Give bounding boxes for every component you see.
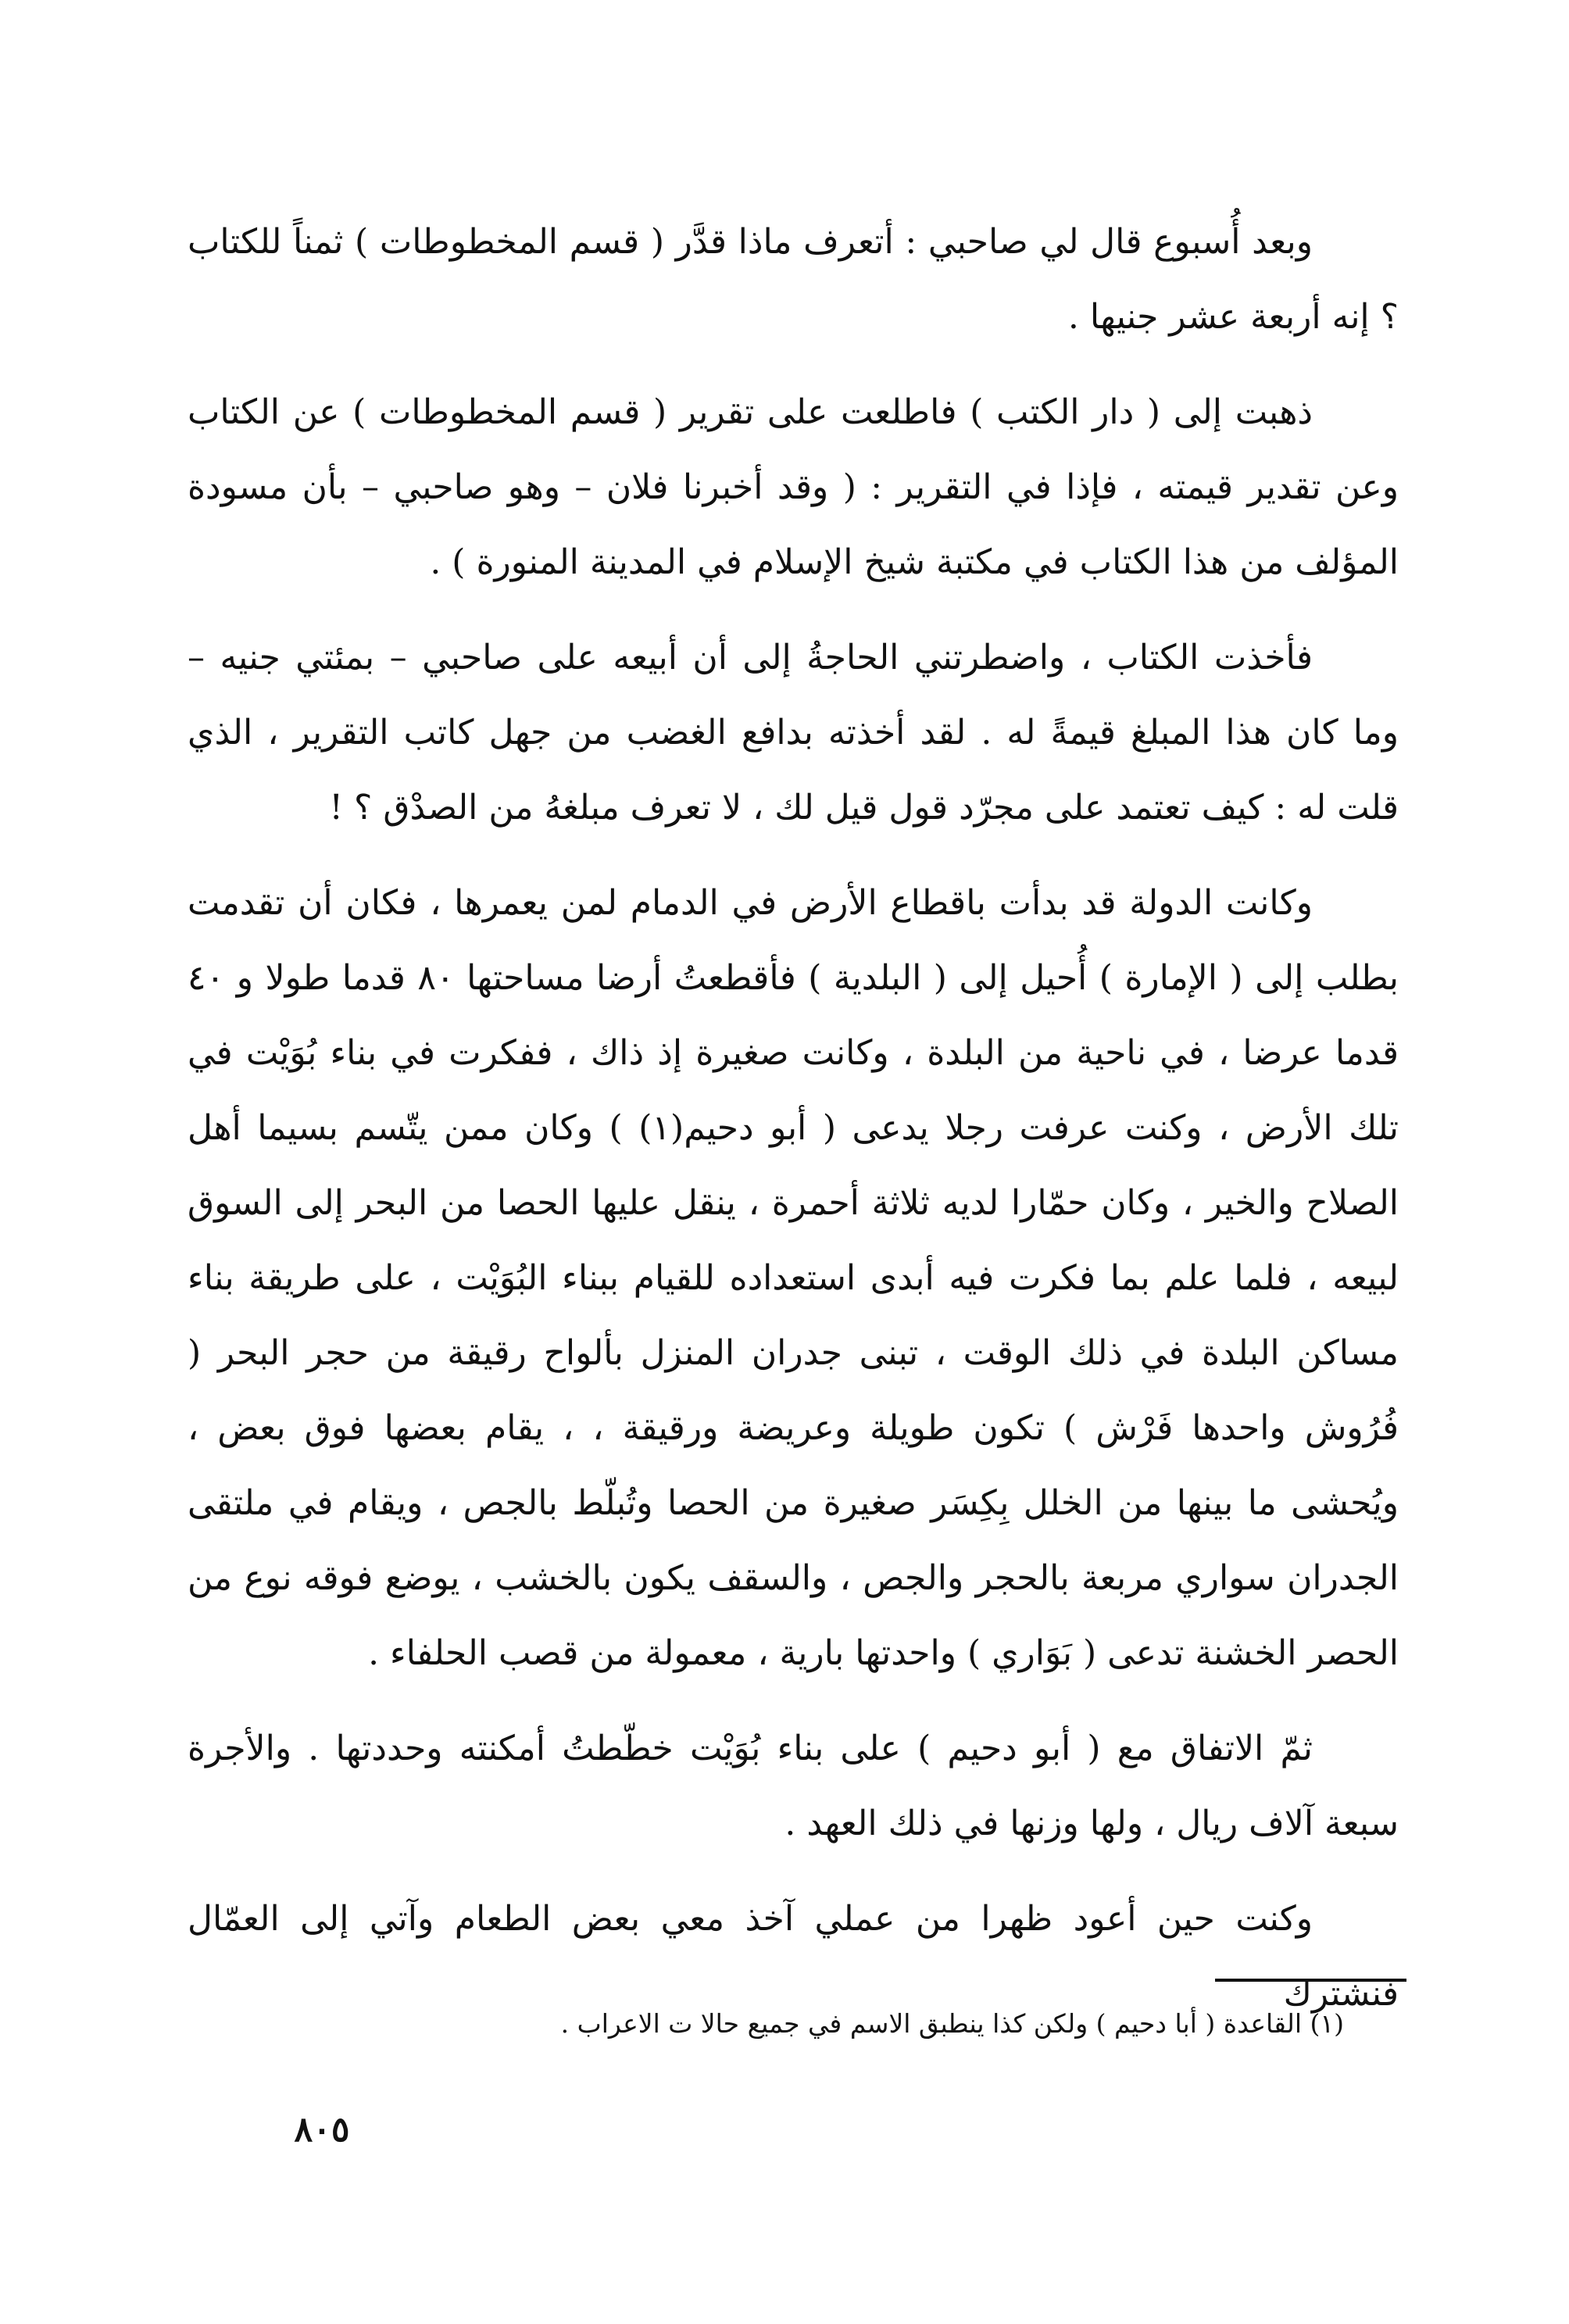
- paragraph-6: وكنت حين أعود ظهرا من عملي آخذ معي بعض الطعام وآتي إلى العمّال فنشترك: [188, 1899, 1399, 2014]
- footnote-divider: [1215, 1979, 1406, 1982]
- paragraph-1: وبعد أُسبوع قال لي صاحبي : أتعرف ماذا قدَّر ( قسم المخطوطات ) ثمناً للكتاب ؟ إنه أربعة عشر جنيها .: [188, 222, 1399, 337]
- paragraph-3: فأخذت الكتاب ، واضطرتني الحاجةُ إلى أن أبيعه على صاحبي – بمئتي جنيه – وما كان هذا المبلغ قيمةً له . لقد أخذته بدافع الغضب من جهل كاتب التقرير ، الذي قلت له : كيف تعتمد على مجرّد قول قيل لك ، لا تعرف مبلغهُ من الصدْق ؟ !: [188, 638, 1399, 828]
- body-text: [188, 205, 1399, 2052]
- paragraph-5: ثمّ الاتفاق مع ( أبو دحيم ) على بناء بُوَيْت خطّطتُ أمكنته وحددتها . والأجرة سبعة آلاف ريال ، ولها وزنها في ذلك العهد .: [188, 1729, 1399, 1843]
- page-number: ٨٠٥: [294, 2110, 350, 2150]
- footnote: (١) القاعدة ( أبا دحيم ) ولكن كذا ينطبق الاسم في جميع حالا ت الاعراب .: [560, 2008, 1344, 2039]
- paragraph-2: ذهبت إلى ( دار الكتب ) فاطلعت على تقرير ( قسم المخطوطات ) عن الكتاب وعن تقدير قيمته ، فإذا في التقرير : ( وقد أخبرنا فلان – وهو صاحبي – بأن مسودة المؤلف من هذا الكتاب في مكتبة شيخ الإسلام في المدينة المنورة ) .: [188, 392, 1399, 582]
- paragraph-4: وكانت الدولة قد بدأت باقطاع الأرض في الدمام لمن يعمرها ، فكان أن تقدمت بطلب إلى ( الإمارة ) أُحيل إلى ( البلدية ) فأقطعتُ أرضا مساحتها ٨٠ قدما طولا و ٤٠ قدما عرضا ، في ناحية من البلدة ، وكانت صغيرة إذ ذاك ، ففكرت في بناء بُوَيْت في تلك الأرض ، وكنت عرفت رجلا يدعى ( أبو دحيم(١) ) وكان ممن يتّسم بسيما أهل الصلاح والخير ، وكان حمّارا لديه ثلاثة أحمرة ، ينقل عليها الحصا من البحر إلى السوق لبيعه ، فلما علم بما فكرت فيه أبدى استعداده للقيام ببناء البُوَيْت ، على طريقة بناء مساكن البلدة في ذلك الوقت ، تبنى جدران المنزل بألواح رقيقة من حجر البحر ( فُرُوش واحدها فَرْش ) تكون طويلة وعريضة ورقيقة ، ، يقام بعضها فوق بعض ، ويُحشى ما بينها من الخلل بِكِسَر صغيرة من الحصا وتُبلّط بالجص ، ويقام في ملتقى الجدران سواري مربعة بالحجر والجص ، والسقف يكون بالخشب ، يوضع فوقه نوع من الحصر الخشنة تدعى ( بَوَاري ) واحدتها بارية ، معمولة من قصب الحلفاء .: [188, 883, 1399, 1673]
